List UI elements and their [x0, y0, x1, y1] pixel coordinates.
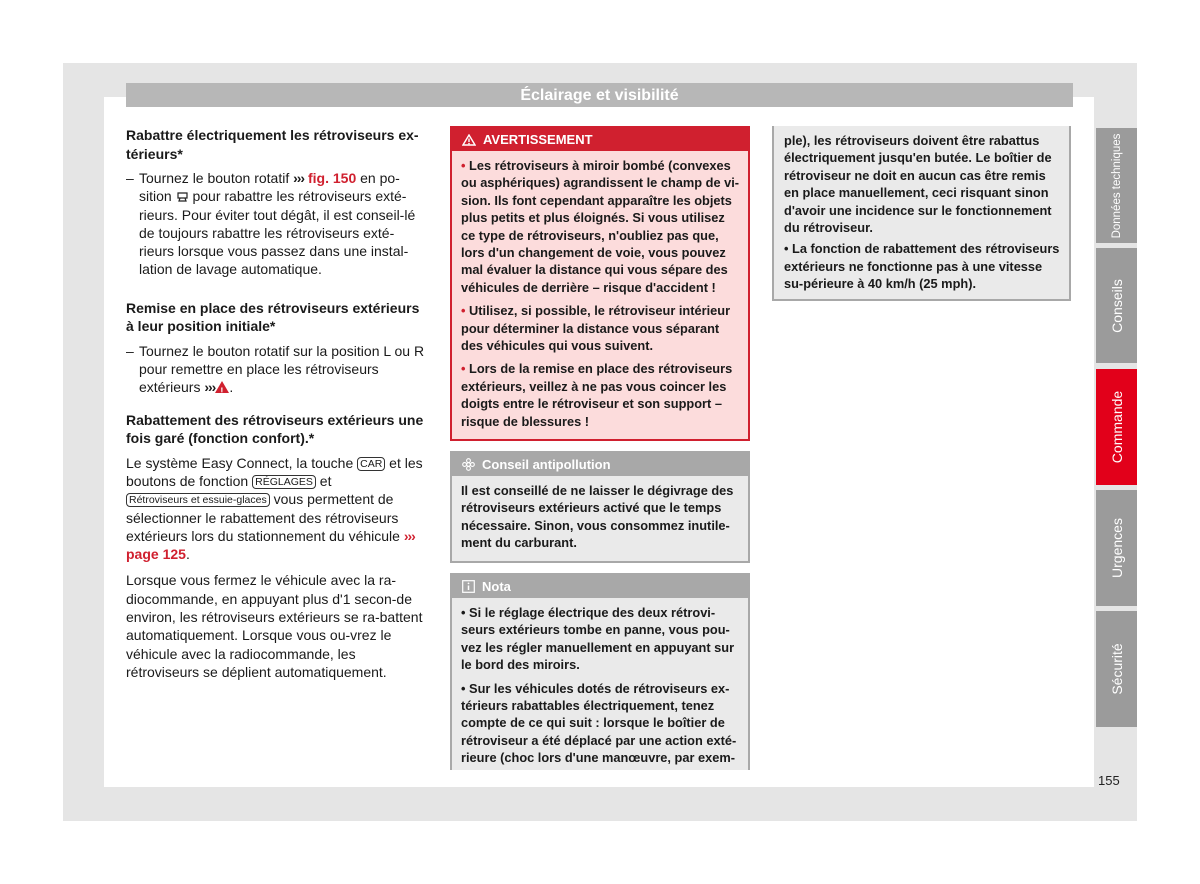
- text: et les boutons de fonction: [126, 454, 423, 489]
- arrow-ref-icon: ›››: [403, 527, 415, 544]
- instruction-fold: [126, 169, 426, 279]
- note-body: [452, 598, 748, 770]
- tab-commande[interactable]: [1096, 369, 1137, 485]
- bullet: •: [784, 241, 789, 257]
- warning-title: AVERTISSEMENT: [483, 132, 593, 147]
- text: en po-sition: [139, 170, 400, 205]
- text: pour rabattre les rétroviseurs exté-rieurs. Pour éviter tout dégât, il est conseil-lé de toujours rabattre les rétroviseurs exté-rieurs lorsque vous passez dans une instal-lation de lavage automatique.: [139, 188, 416, 278]
- warning-icon: [215, 381, 229, 393]
- tab-label: Urgences: [1108, 518, 1125, 578]
- text: Tournez le bouton rotatif: [139, 170, 294, 186]
- note-title: Nota: [482, 579, 511, 594]
- text: La fonction de rabattement des rétroviseurs extérieurs ne fonctionne pas à une vitesse su-périeure à 40 km/h (25 mph).: [784, 241, 1060, 292]
- text: vous permettent de sélectionner le rabattement des rétroviseurs extérieurs lors du stationnement du véhicule: [126, 491, 404, 544]
- figure-link[interactable]: fig. 150: [308, 170, 357, 186]
- warning-item: [461, 360, 740, 430]
- tab-conseils[interactable]: [1096, 248, 1137, 363]
- continuation-body: [774, 126, 1069, 299]
- text: .: [229, 379, 234, 396]
- tab-label: Conseils: [1108, 278, 1125, 333]
- paragraph-easy-connect: [126, 454, 426, 564]
- page-link[interactable]: page 125: [126, 546, 186, 563]
- instruction-restore: [126, 342, 426, 397]
- tab-securite[interactable]: [1096, 611, 1137, 727]
- environment-tip-box: [450, 451, 750, 563]
- environment-title: Conseil antipollution: [482, 457, 611, 472]
- heading-fold-mirrors: Rabattre électriquement les rétroviseurs ex-térieurs*: [126, 127, 419, 162]
- tab-label: Données techniques: [1110, 133, 1123, 238]
- dash: –: [126, 342, 134, 359]
- note-continuation-box: [772, 126, 1071, 301]
- note-item: [461, 680, 740, 767]
- heading-restore-mirrors: Remise en place des rétroviseurs extérieurs à leur position initiale*: [126, 299, 420, 335]
- arrow-ref-icon: ›››: [204, 379, 216, 396]
- warning-item: [461, 157, 740, 296]
- arrow-ref-icon: ›››: [293, 170, 305, 186]
- environment-body: [452, 476, 748, 561]
- dash: –: [126, 170, 134, 186]
- warning-header: [452, 128, 748, 151]
- reglages-button[interactable]: RÉGLAGES: [252, 475, 316, 489]
- tab-urgences[interactable]: [1096, 490, 1137, 606]
- text: Les rétroviseurs à miroir bombé (convexes ou asphériques) agrandissent le champ de vi-sion. Ils font cependant apparaître les objets plus petits et plus éloignés. Si vous utilisez ce type de rétroviseurs, n'oubliez pas que, lors d'un changement de voie, vous pouvez mal évaluer la distance qui vous sépare des véhicules de derrière – risque d'accident !: [461, 158, 740, 295]
- heading-comfort-function: Rabattement des rétroviseurs extérieurs une fois garé (fonction confort).*: [126, 411, 424, 447]
- folded-mirror-icon: [176, 191, 189, 203]
- text: et: [315, 472, 332, 489]
- environment-text: Il est conseillé de ne laisser le dégivrage des rétroviseurs extérieurs activé que le temps nécessaire. Sinon, vous consommez inutile-ment du carburant.: [461, 483, 734, 551]
- warning-triangle-icon: [462, 134, 476, 146]
- bullet: •: [461, 303, 466, 319]
- text: Tournez le bouton rotatif sur la position L ou R pour remettre en place les rétroviseurs extérieurs: [139, 342, 425, 396]
- text: Lors de la remise en place des rétroviseurs extérieurs, veillez à ne pas vous coincer les doigts entre le rétroviseur et son support – risque de blessures !: [461, 361, 733, 429]
- note-header: [452, 575, 748, 598]
- continuation-text: ple), les rétroviseurs doivent être rabattus électriquement jusqu'en butée. Le boîtier de rétroviseur ne doit en aucun cas être remis en place manuellement, ceci risquant sinon d'avoir une incidence sur le fonctionnement du rétroviseur.: [784, 133, 1052, 236]
- bullet: •: [461, 158, 466, 173]
- bullet: •: [461, 680, 466, 696]
- tab-label: Commande: [1108, 390, 1125, 464]
- note-item: [461, 604, 740, 674]
- paragraph-remote: Lorsque vous fermez le véhicule avec la ra-diocommande, en appuyant plus d'1 secon-de environ, les rétroviseurs extérieurs se ra-battent automatiquement. Lorsque vous ou-vrez le véhicule avec la radiocommande, les rétroviseurs se déplient automatiquement.: [126, 572, 423, 680]
- info-icon: [462, 580, 475, 593]
- flower-icon: [462, 458, 475, 471]
- page-number: 155: [1098, 773, 1120, 788]
- mirrors-wipers-button[interactable]: Rétroviseurs et essuie-glaces: [126, 493, 270, 507]
- warning-item: [461, 302, 740, 354]
- bullet: •: [461, 361, 466, 377]
- text: Si le réglage électrique des deux rétrovi-seurs extérieurs tombe en panne, vous pou-vez les régler manuellement en appuyant sur le bord des miroirs.: [461, 605, 735, 673]
- section-header: Éclairage et visibilité: [126, 83, 1073, 107]
- car-key-button[interactable]: CAR: [357, 457, 385, 471]
- warning-box: [450, 126, 750, 441]
- tab-label: Sécurité: [1108, 643, 1125, 695]
- text: Utilisez, si possible, le rétroviseur intérieur pour déterminer la distance vous séparant des véhicules qui vous suivent.: [461, 303, 731, 354]
- environment-header: [452, 453, 748, 476]
- text: Le système Easy Connect, la touche: [126, 454, 358, 471]
- tab-donnees-techniques[interactable]: [1096, 128, 1137, 243]
- text: Sur les véhicules dotés de rétroviseurs ex-térieurs rabattables électriquement, tenez compte de ce qui suit : lorsque le boîtier de rétroviseur a été déplacé par une action exté-rieure (choc lors d'une manœuvre, par exem-: [461, 680, 737, 766]
- text: .: [185, 546, 190, 563]
- note-box: [450, 573, 750, 770]
- main-column: [126, 126, 426, 689]
- warning-body: [452, 151, 748, 439]
- continuation-item: [784, 240, 1061, 292]
- bullet: •: [461, 605, 466, 620]
